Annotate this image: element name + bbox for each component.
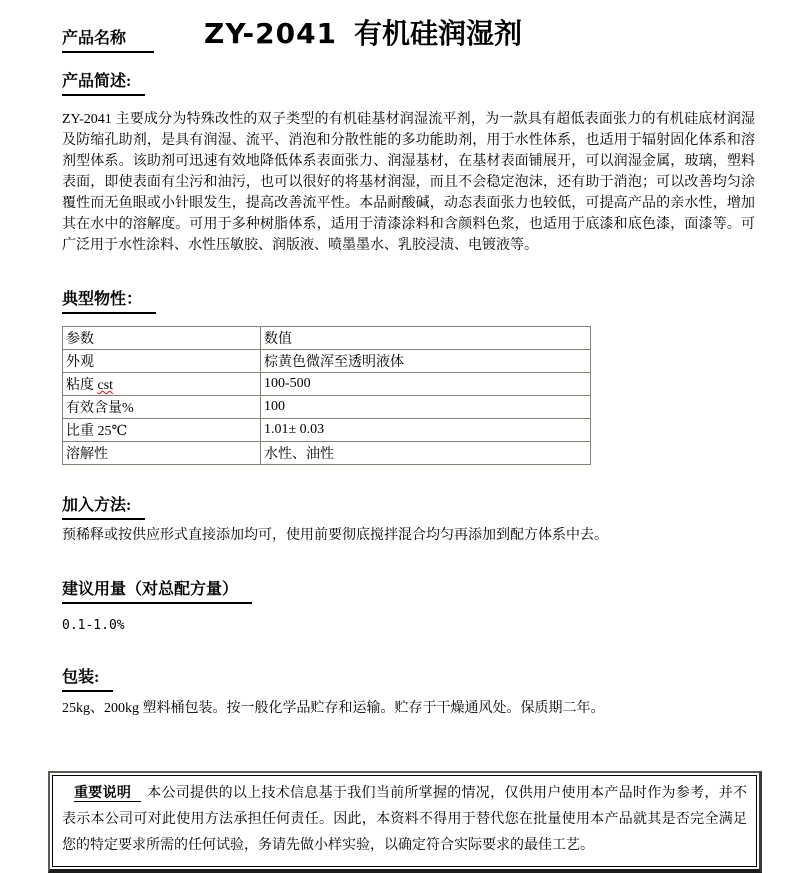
important-notice-content — [52, 775, 757, 867]
table-row — [63, 350, 591, 373]
section-heading-properties: 典型物性： — [62, 286, 156, 314]
table-header-row — [63, 327, 591, 350]
table-row — [63, 419, 591, 442]
section-heading-addition-method: 加入方法: — [62, 492, 145, 520]
properties-table — [62, 326, 591, 465]
table-cell: 溶解性 — [63, 442, 261, 465]
product-name-label: 产品名称 — [62, 25, 154, 53]
table-cell: 棕黄色微浑至透明液体 — [261, 350, 591, 373]
section-heading-overview: 产品简述: — [62, 68, 145, 96]
addition-method-text: 预稀释或按供应形式直接添加均可，使用前要彻底搅拌混合均匀再添加到配方体系中去。 — [62, 528, 608, 543]
section-heading-recommended-dosage: 建议用量（对总配方量） — [62, 576, 252, 604]
overview-paragraph: ZY-2041 主要成分为特殊改性的双子类型的有机硅基材润湿流平剂，为一款具有超低表面张力的有机硅底材润湿及防缩孔助剂，是具有润湿、流平、消泡和分散性能的多功能助剂，用于水性体系，也适用于辐射固化体系和溶剂型体系。该助剂可迅速有效地降低体系表面张力、润湿基材，在基材表面铺展开，可以润湿金属，玻璃，塑料表面，即使表面有尘污和油污，也可以很好的将基材润湿，而且不会稳定泡沫，还有助于消泡；可以改善均匀涂覆性而无鱼眼或小针眼发生，提高改善流平性。本品耐酸碱，动态表面张力也较低，可提高产品的亲水性，增加其在水中的溶解度。可用于多种树脂体系，适用于清漆涂料和含颜料色浆，也适用于底漆和底色漆，面漆等。可广泛用于水性涂料、水性压敏胶、润版液、喷墨墨水、乳胶浸渍、电镀液等。 — [62, 112, 755, 253]
page-title — [204, 12, 522, 52]
section-heading-packaging: 包装: — [62, 664, 113, 692]
table-row — [63, 442, 591, 465]
table-cell: 1.01± 0.03 — [261, 419, 591, 442]
spellcheck-underline: cst — [97, 378, 114, 393]
product-code: ZY-2041 — [204, 17, 338, 50]
packaging-text: 25kg、200kg 塑料桶包装。按一般化学品贮存和运输。贮存于干燥通风处。保质期二年。 — [62, 701, 605, 716]
title-row — [62, 12, 755, 53]
table-cell: 有效含量% — [63, 396, 261, 419]
notice-text: 本公司提供的以上技术信息基于我们当前所掌握的情况，仅供用户使用本产品时作为参考，并不表示本公司可对此使用方法承担任何责任。因此，本资料不得用于替代您在批量使用本产品就其是否完全满足您的特定要求所需的任何试验，务请先做小样实验，以确定符合实际要求的最佳工艺。 — [62, 786, 747, 853]
product-name: 有机硅润湿剂 — [354, 19, 523, 50]
notice-label: 重要说明 — [74, 786, 141, 802]
table-cell: 100-500 — [261, 373, 591, 396]
important-notice-box — [48, 771, 762, 873]
table-cell: 比重 25℃ — [63, 419, 261, 442]
table-cell: 100 — [261, 396, 591, 419]
table-row — [63, 373, 591, 396]
table-header-cell: 参数 — [63, 327, 261, 350]
table-cell: 水性、油性 — [261, 442, 591, 465]
table-header-cell: 数值 — [261, 327, 591, 350]
recommended-dosage-value: 0.1-1.0% — [62, 618, 125, 633]
table-row — [63, 396, 591, 419]
table-cell: 外观 — [63, 350, 261, 373]
table-cell: 粘度 cst — [63, 373, 261, 396]
